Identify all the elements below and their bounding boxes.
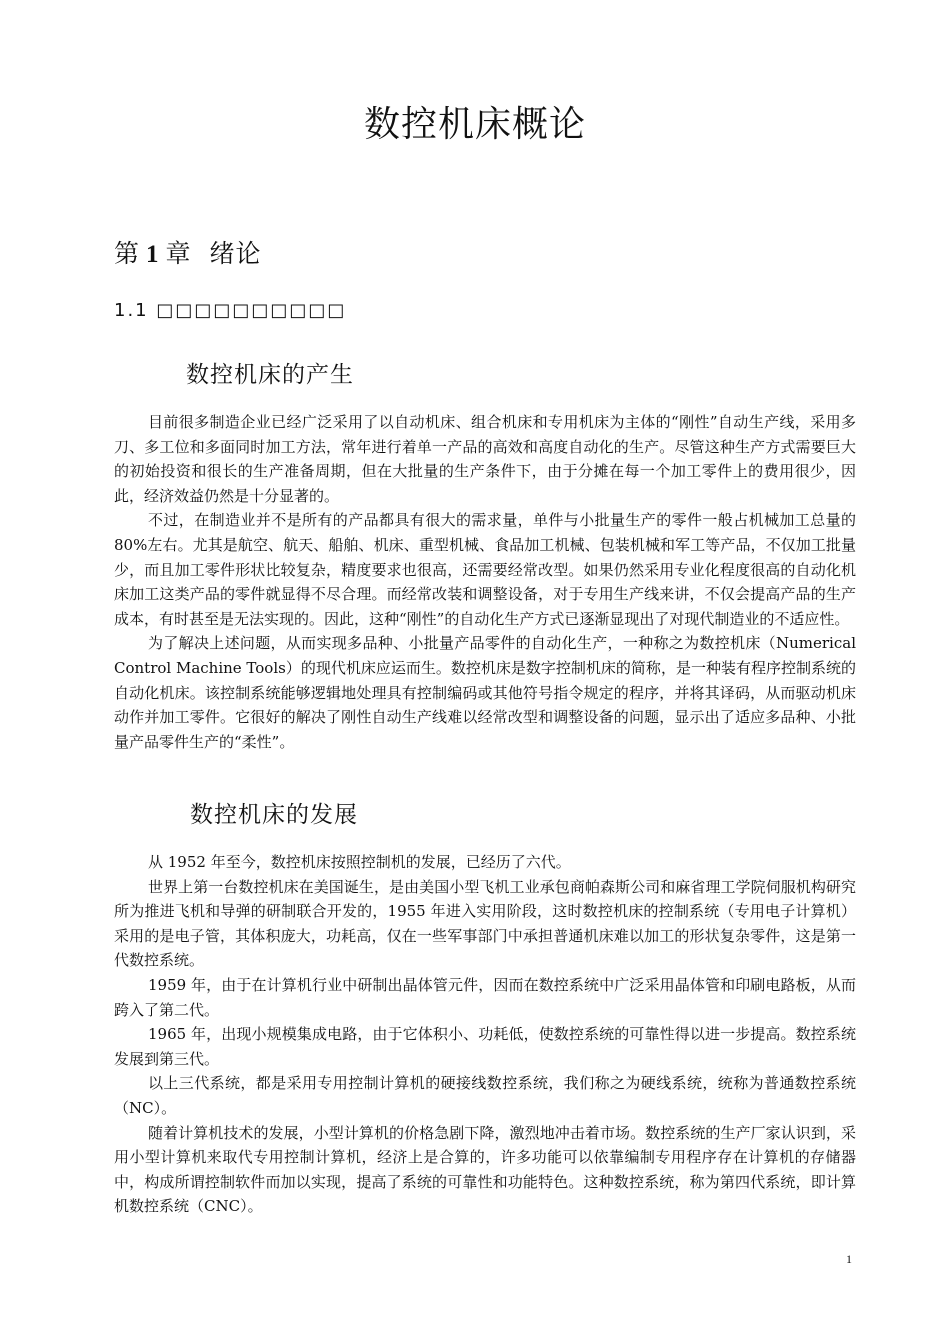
subsection-heading: 数控机床的产生	[186, 362, 354, 388]
chapter-suffix: 章	[165, 239, 192, 268]
section-heading: 1.1 □□□□□□□□□□	[114, 300, 347, 321]
paragraph: 随着计算机技术的发展，小型计算机的价格急剧下降，激烈地冲击着市场。数控系统的生产厂家认识到，采用小型计算机来取代专用控制计算机，经济上是合算的，许多功能可以依靠编制专用程序存在计算机的存储器中，构成所谓控制软件而加以实现，提高了系统的可靠性和功能特色。这种数控系统，称为第四代系统，即计算机数控系统（CNC）。	[114, 1123, 856, 1216]
paragraph: 不过，在制造业并不是所有的产品都具有很大的需求量，单件与小批量生产的零件一般占机械加工总量的 80%左右。尤其是航空、航天、船舶、机床、重型机械、食品加工机械、包装机械和军工等产品，不仅加工批量少，而且加工零件形状比较复杂，精度要求也很高，还需要经常改型。如果仍然采用专业化程度很高的自动化机床加工这类产品的零件就显得不尽合理。而经常改装和调整设备，对于专用生产线来讲，不仅会提高产品的生产成本，有时甚至是无法实现的。因此，这种“刚性”的自动化生产方式已逐渐显现出了对现代制造业的不适应性。	[114, 511, 856, 628]
paragraph: 以上三代系统，都是采用专用控制计算机的硬接线数控系统，我们称之为硬线系统，统称为普通数控系统（NC）。	[114, 1074, 856, 1117]
subsection-body	[114, 850, 856, 1219]
subsection-heading: 数控机床的发展	[190, 802, 358, 828]
paragraph: 从 1952 年至今，数控机床按照控制机的发展，已经历了六代。	[148, 853, 571, 871]
paragraph: 1959 年，由于在计算机行业中研制出晶体管元件，因而在数控系统中广泛采用晶体管和印刷电路板，从而跨入了第二代。	[114, 975, 856, 1019]
paragraph: 世界上第一台数控机床在美国诞生，是由美国小型飞机工业承包商帕森斯公司和麻省理工学院伺服机构研究所为推进飞机和导弹的研制联合开发的，1955 年进入实用阶段，这时数控机床的控制系统（专用电子计算机）采用的是电子管，其体积庞大，功耗高，仅在一些军事部门中承担普通机床难以加工的形状复杂零件，这是第一代数控系统。	[114, 877, 856, 970]
paragraph: 为了解决上述问题，从而实现多品种、小批量产品零件的自动化生产，一种称之为数控机床（Numerical Control Machine Tools）的现代机床应运而生。数控机床是数字控制机床的简称，是一种装有程序控制系统的自动化机床。该控制系统能够逻辑地处理具有控制编码或其他符号指令规定的程序，并将其译码，从而驱动机床动作并加工零件。它很好的解决了刚性自动生产线难以经常改型和调整设备的问题，显示出了适应多品种、小批量产品零件生产的“柔性”。	[114, 634, 856, 751]
chapter-number: 1	[146, 241, 160, 268]
page-number: 1	[846, 1252, 852, 1266]
chapter-prefix: 第	[114, 239, 141, 268]
subsection-body	[114, 410, 856, 754]
paragraph: 目前很多制造企业已经广泛采用了以自动机床、组合机床和专用机床为主体的“刚性”自动生产线，采用多刀、多工位和多面同时加工方法，常年进行着单一产品的高效和高度自动化的生产。尽管这种生产方式需要巨大的初始投资和很长的生产准备周期，但在大批量的生产条件下，由于分摊在每一个加工零件上的费用很少，因此，经济效益仍然是十分显著的。	[114, 413, 856, 505]
paragraph: 1965 年，出现小规模集成电路，由于它体积小、功耗低，使数控系统的可靠性得以进一步提高。数控系统发展到第三代。	[114, 1025, 856, 1068]
chapter-name: 绪论	[209, 239, 262, 268]
document-title: 数控机床概论	[363, 104, 586, 145]
chapter-heading	[114, 234, 261, 270]
